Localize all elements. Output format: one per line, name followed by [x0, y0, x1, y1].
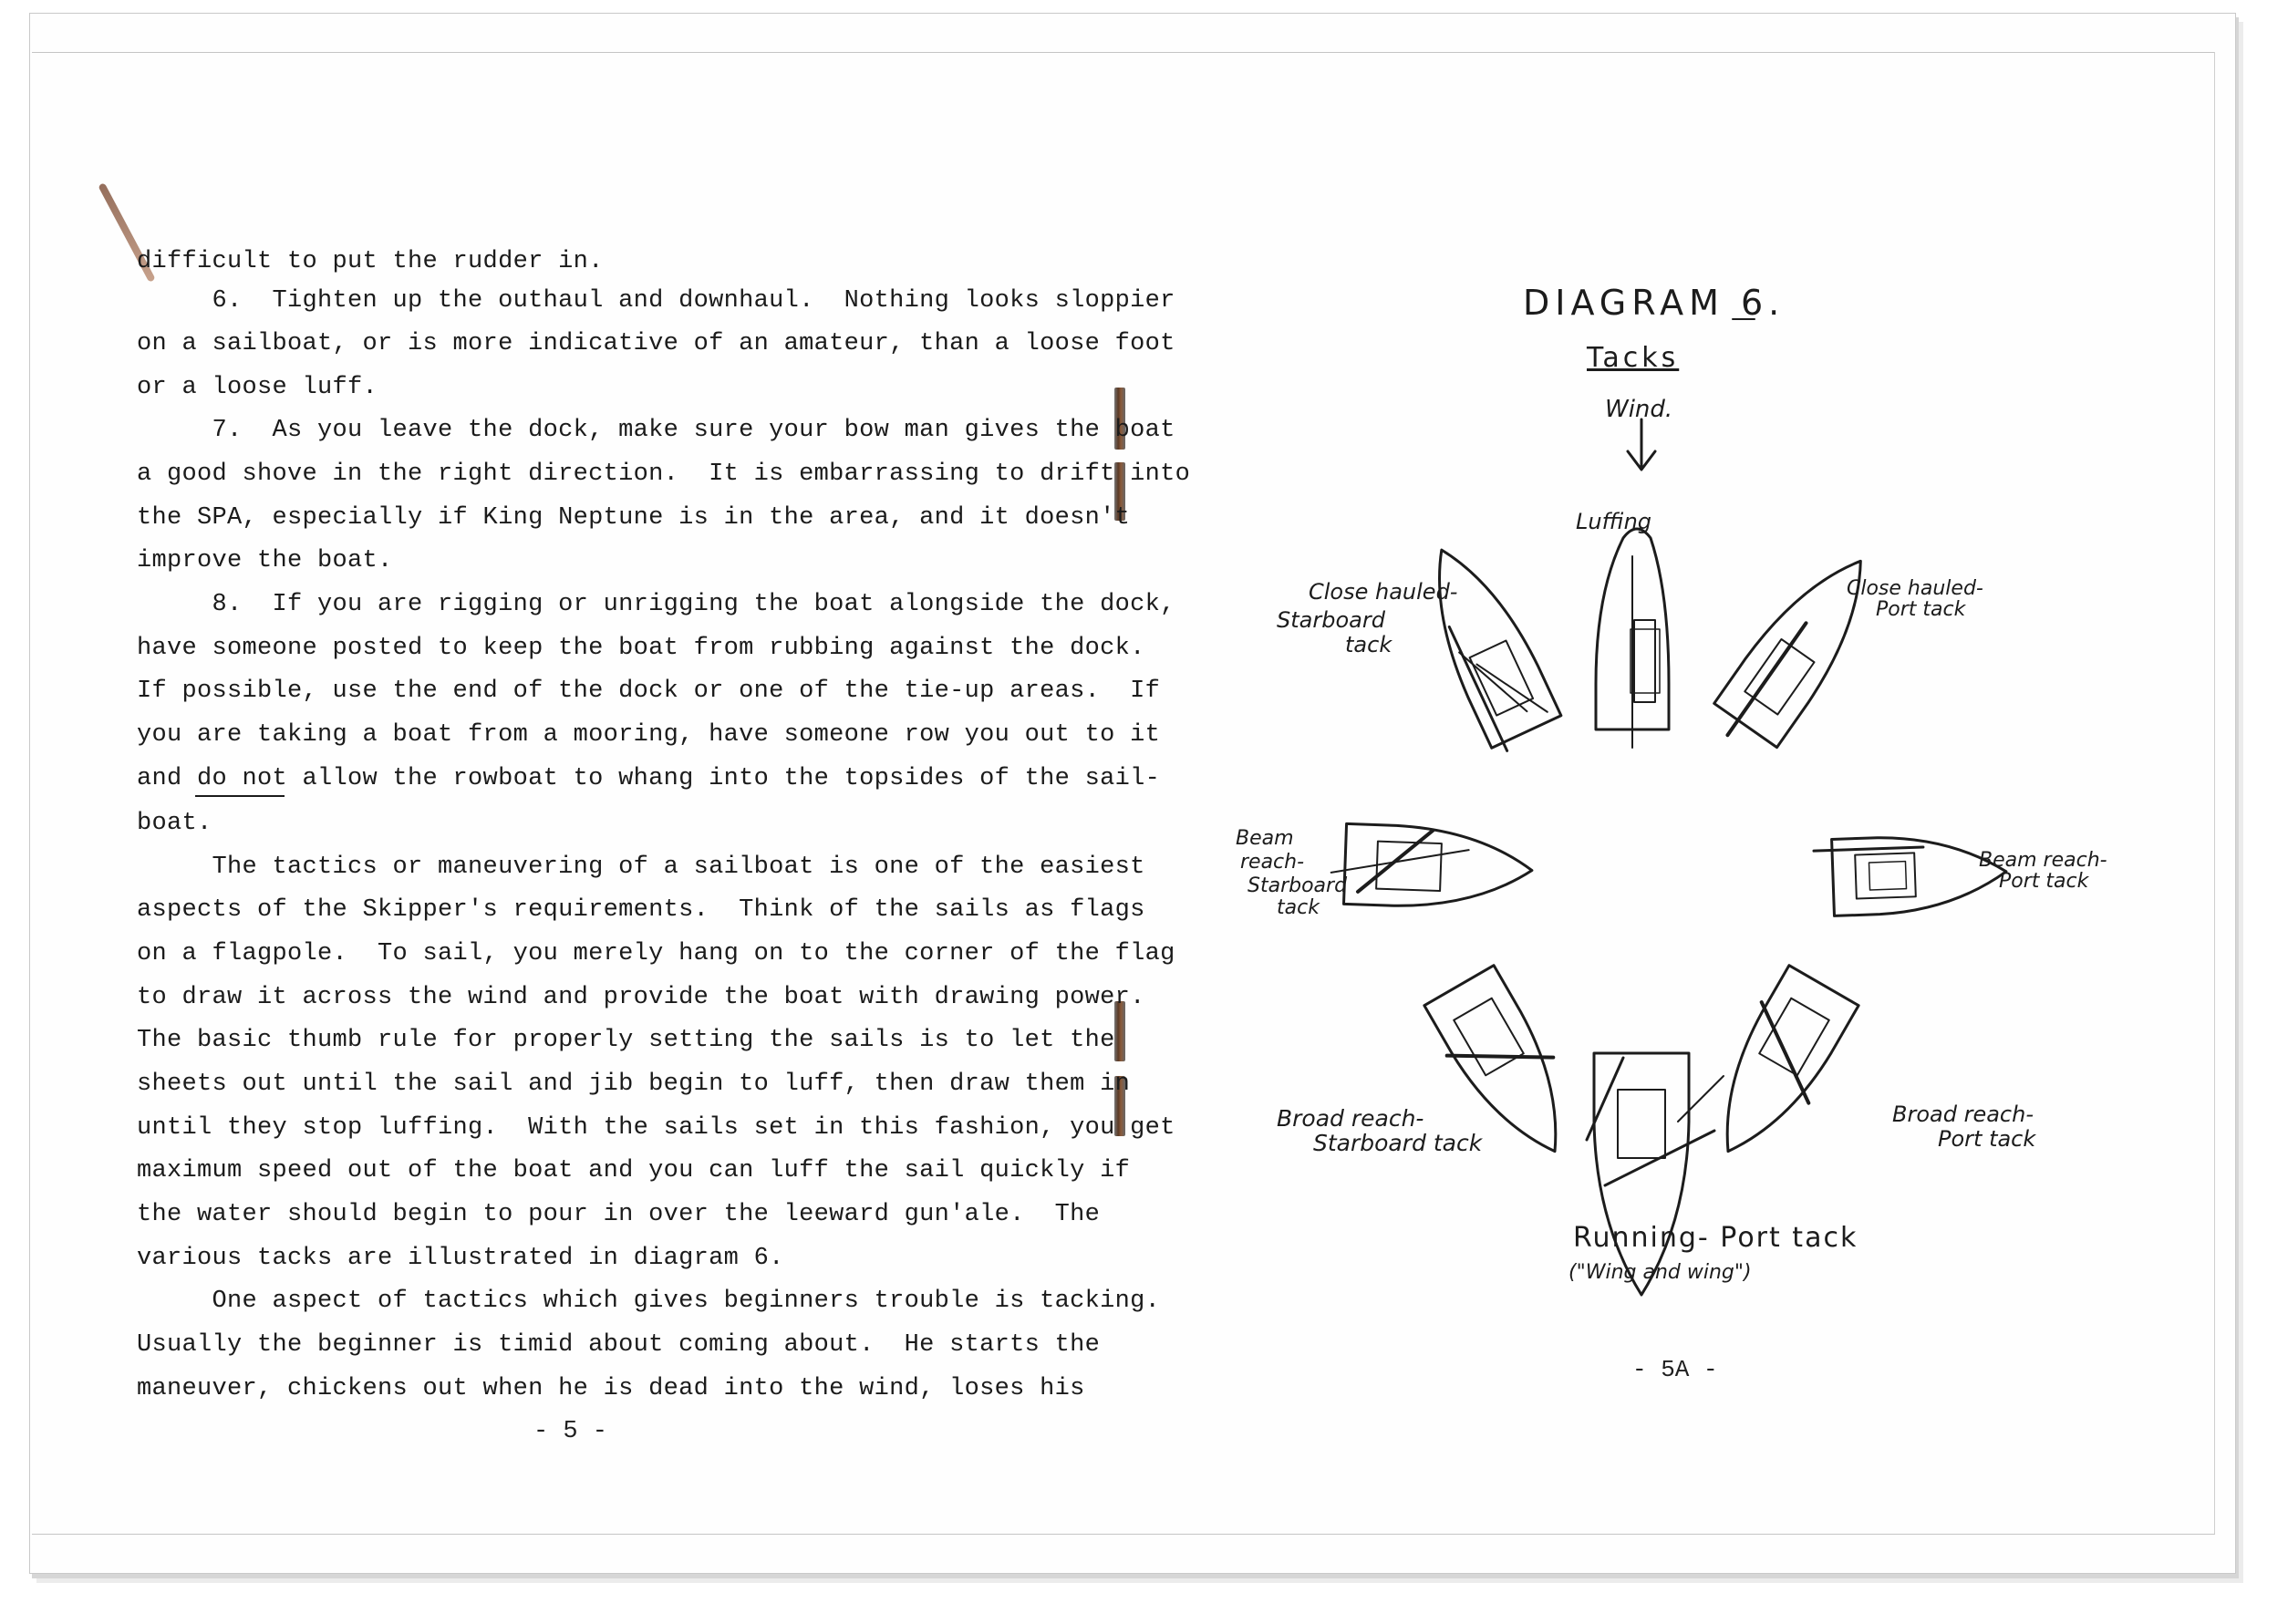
boat-luffing: [1596, 529, 1669, 748]
label-close-hauled-port: Close hauled-: [1847, 577, 1983, 600]
text-line: boat.: [137, 810, 212, 837]
tacks-diagram-svg: [1204, 264, 2189, 1350]
text-line: aspects of the Skipper's requirements. Think of the sails as flags: [137, 896, 1145, 924]
boat-running: [1587, 1053, 1724, 1295]
label-beam-reach-port: Port tack: [1999, 870, 2089, 893]
text-line: and do not allow the rowboat to whang into the topsides of the sail-: [137, 765, 1161, 792]
text-line: to draw it across the wind and provide the boat with drawing power.: [137, 984, 1145, 1011]
page-number: - 5A -: [1632, 1356, 1718, 1383]
text-line: 8. If you are rigging or unrigging the boat alongside the dock,: [137, 591, 1175, 618]
label-broad-reach-starboard: Starboard tack: [1313, 1130, 1483, 1156]
label-broad-reach-port: Broad reach-: [1892, 1102, 2034, 1127]
label-beam-reach-port: Beam reach-: [1979, 849, 2107, 872]
page-edge: [2214, 52, 2215, 1535]
label-close-hauled-port: Port tack: [1876, 598, 1966, 621]
text-line: a good shove in the right direction. It is embarrassing to drift into: [137, 460, 1191, 488]
text-line: the water should begin to pour in over the leeward gun'ale. The: [137, 1201, 1101, 1228]
text-line: sheets out until the sail and jib begin to luff, then draw them in: [137, 1071, 1131, 1098]
page-number: - 5 -: [533, 1418, 608, 1445]
text-line: The basic thumb rule for properly setting the sails is to let the: [137, 1027, 1115, 1054]
text-line: the SPA, especially if King Neptune is in the area, and it doesn't: [137, 504, 1131, 532]
wind-label: Wind.: [1605, 396, 1673, 423]
text-line: If possible, use the end of the dock or one of the tie-up areas. If: [137, 678, 1161, 705]
text-line: various tacks are illustrated in diagram 6.: [137, 1245, 784, 1272]
label-broad-reach-starboard: Broad reach-: [1277, 1105, 1424, 1132]
underline: [195, 795, 285, 797]
label-close-hauled-starboard: tack: [1345, 632, 1392, 657]
text-line: on a sailboat, or is more indicative of an amateur, than a loose foot: [137, 330, 1175, 357]
text-line: 7. As you leave the dock, make sure your bow man gives the boat: [137, 417, 1175, 444]
diagram-subtitle: Tacks: [1587, 342, 1680, 374]
label-beam-reach-starboard: Starboard: [1248, 874, 1348, 897]
page-edge: [32, 52, 2215, 53]
text-line: 6. Tighten up the outhaul and downhaul. Nothing looks sloppier: [137, 287, 1175, 315]
text-line: you are taking a boat from a mooring, have someone row you out to it: [137, 721, 1161, 749]
text-line: until they stop luffing. With the sails set in this fashion, you get: [137, 1114, 1175, 1142]
boat-close-hauled-port: [1703, 539, 1891, 762]
text-line: One aspect of tactics which gives beginners trouble is tacking.: [137, 1288, 1161, 1315]
text-line: maneuver, chickens out when he is dead into the wind, loses his: [137, 1375, 1085, 1402]
text-line: improve the boat.: [137, 547, 393, 574]
label-beam-reach-starboard: tack: [1277, 896, 1320, 919]
label-beam-reach-starboard: Beam: [1236, 827, 1294, 850]
text-line: The tactics or maneuvering of a sailboat is one of the easiest: [137, 853, 1145, 881]
text-line: on a flagpole. To sail, you merely hang on to the corner of the flag: [137, 940, 1175, 967]
diagram-title: DIAGRAM 6.: [1523, 283, 1786, 323]
text-line: difficult to put the rudder in.: [137, 248, 604, 275]
text-line: or a loose luff.: [137, 374, 378, 401]
boat-broad-reach-port: [1689, 963, 1864, 1174]
label-running-note: ("Wing and wing"): [1568, 1261, 1752, 1284]
page-edge: [32, 1534, 2215, 1535]
boat-beam-reach-port: [1814, 833, 2008, 916]
boat-beam-reach-starboard: [1330, 823, 1534, 911]
diagram-6: [1204, 264, 2189, 1354]
label-luffing: Luffing: [1576, 509, 1652, 534]
text-line: have someone posted to keep the boat from rubbing against the dock.: [137, 635, 1145, 662]
label-close-hauled-starboard: Starboard: [1277, 607, 1385, 633]
text-line: maximum speed out of the boat and you can luff the sail quickly if: [137, 1157, 1131, 1184]
boat-close-hauled-starboard: [1407, 533, 1565, 756]
label-beam-reach-starboard: reach-: [1240, 851, 1305, 874]
label-running: Running- Port tack: [1573, 1222, 1858, 1254]
text-line: Usually the beginner is timid about coming about. He starts the: [137, 1331, 1101, 1359]
label-broad-reach-port: Port tack: [1938, 1126, 2036, 1152]
label-close-hauled-starboard: Close hauled-: [1309, 579, 1458, 605]
